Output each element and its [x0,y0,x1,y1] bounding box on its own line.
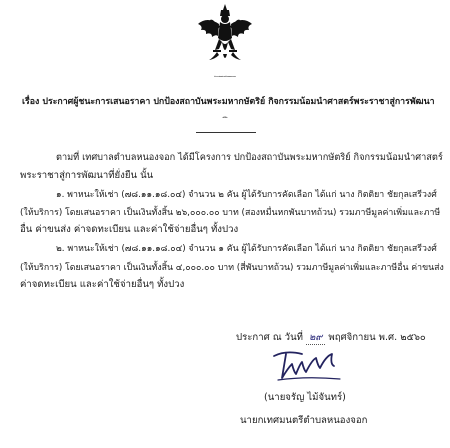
award-item-2-line: ๒. พาหนะให้เช่า (๗๘.๑๑.๑๘.๐๔) จำนวน ๑ คัน ผู้ได้รับการคัดเลือก ได้แก่ นาง กิตติยา ชัยกุลเสรีวงศ์ [56,244,437,254]
intro-paragraph-line: ตามที่ เทศบาลตำบลหนองจอก ได้มีโครงการ ปกป้องสถาบันพระมหากษัตริย์ กิจกรรมน้อมนำศาสตร์ [56,152,443,163]
announcement-date-prefix: ประกาศ ณ วันที่ [236,332,306,343]
subject-line: เรื่อง ประกาศผู้ชนะการเสนอราคา ปกป้องสถาบันพระมหากษัตริย์ กิจกรรมน้อมนำศาสตร์พระราชาสู่การพัฒนา [22,97,435,107]
announcement-day: ๒๙ [306,332,325,345]
award-item-1-line: ๑. พาหนะให้เช่า (๗๘.๑๑.๑๘.๐๔) จำนวน ๒ คัน ผู้ได้รับการคัดเลือก ได้แก่ นาง กิตติยา ชัยกุลเสรีวงศ์ [56,190,437,200]
announcement-date-line [236,332,426,345]
award-item-2-line: ค่าจดทะเบียน และค่าใช้จ่ายอื่นๆ ทั้งปวง [20,279,185,290]
handwritten-signature-icon [256,346,356,386]
garuda-emblem-icon [195,2,255,64]
divider [196,132,256,133]
signer-title: นายกเทศมนตรีตำบลหนองจอก [240,415,368,426]
announcement-date-suffix: พฤศจิกายน พ.ศ. ๒๕๖๐ [325,332,426,343]
award-item-1-line: (ให้บริการ) โดยเสนอราคา เป็นเงินทั้งสิ้น ๒๖,๐๐๐.๐๐ บาท (สองหมื่นหกพันบาทถ้วน) รวมภาษีมูลค่าเพิ่มและภาษี [20,208,441,218]
signer-name: (นายจรัญ ไม้จันทร์) [264,392,346,403]
intro-paragraph-line: พระราชาสู่การพัฒนาที่ยั่งยืน นั้น [20,170,154,181]
award-item-1-line: อื่น ค่าขนส่ง ค่าจดทะเบียน และค่าใช้จ่ายอื่นๆ ทั้งปวง [20,224,239,235]
subject-line-continued: ที่ยั่งยืน [222,118,228,119]
award-item-2-line: (ให้บริการ) โดยเสนอราคา เป็นเงินทั้งสิ้น ๔,๐๐๐.๐๐ บาท (สี่พันบาทถ้วน) รวมภาษีมูลค่าเพิ่มและภาษีอื่น ค่าขนส่ง [20,263,444,273]
organization-name: ประกาศเทศบาลตำบลหนองจอก [214,77,236,78]
